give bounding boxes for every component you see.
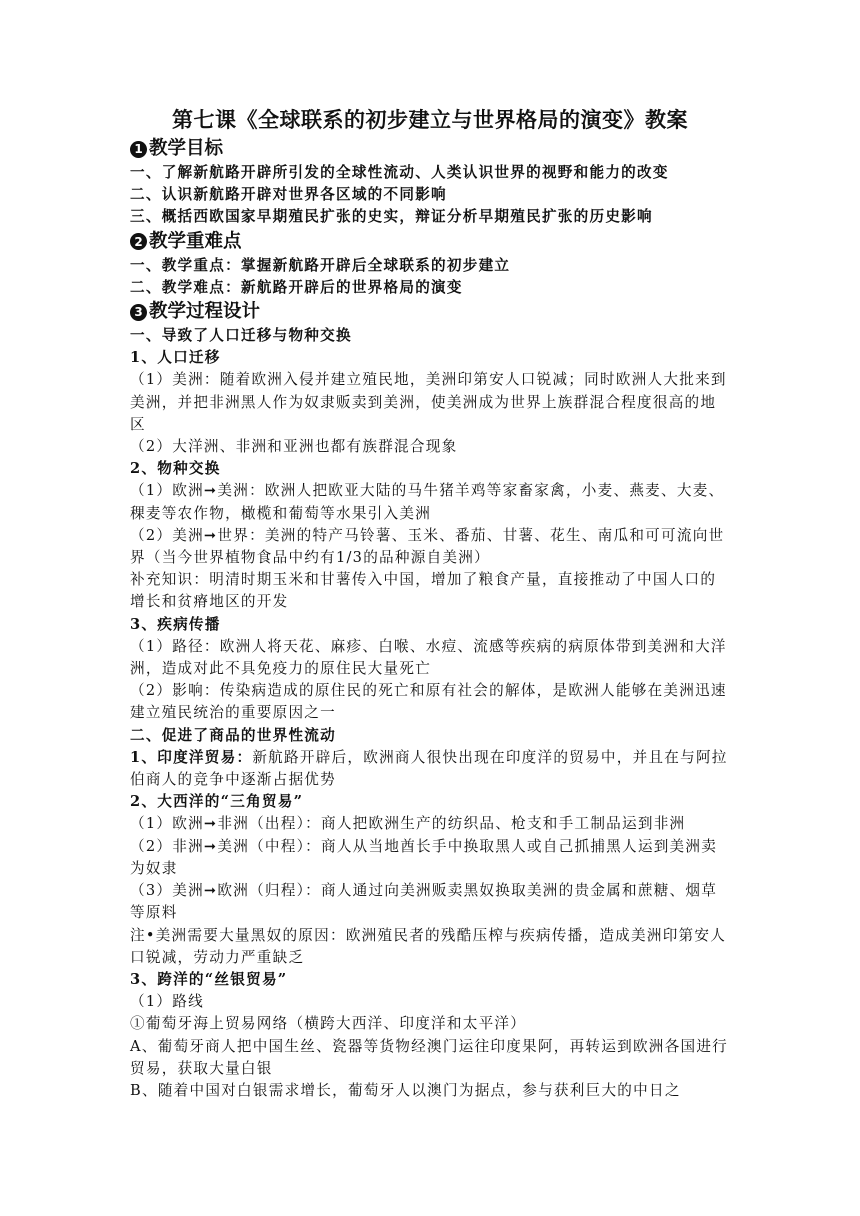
paragraph: （2）美洲➞世界：美洲的特产马铃薯、玉米、番茄、甘薯、花生、南瓜和可可流向世界（当今世界植物食品中约有1/3的品种源自美洲）	[130, 526, 725, 567]
subsection-heading: 3、跨洋的“丝银贸易”	[130, 970, 288, 988]
subsection-heading: 一、导致了人口迁移与物种交换	[130, 327, 352, 345]
paragraph: A、葡萄牙商人把中国生丝、瓷器等货物经澳门运往印度果阿，再转运到欧洲各国进行贸易，获取大量白银	[130, 1037, 729, 1077]
paragraph: （1）欧洲➞美洲：欧洲人把欧亚大陆的马牛猪羊鸡等家畜家禽，小麦、燕麦、大麦、稞麦等农作物，橄榄和葡萄等水果引入美洲	[130, 482, 725, 522]
section-heading-text: 教学过程设计	[149, 301, 261, 323]
number-circle-icon: 3	[130, 304, 147, 321]
section-heading-text: 教学目标	[149, 138, 224, 159]
subsection-heading: 2、大西洋的“三角贸易”	[130, 793, 304, 811]
number-circle-icon: 2	[130, 233, 147, 250]
section-heading-goals	[130, 136, 730, 162]
number-circle-icon: 1	[130, 141, 147, 158]
paragraph: 注•美洲需要大量黑奴的原因：欧洲殖民者的残酷压榨与疾病传播，造成美洲印第安人口锐减，劳动力严重缺乏	[130, 926, 727, 966]
subsection-heading: 3、疾病传播	[130, 615, 221, 633]
paragraph-lead: 1、印度洋贸易：	[130, 748, 253, 766]
paragraph: ①葡萄牙海上贸易网络（横跨大西洋、印度洋和太平洋）	[130, 1015, 527, 1033]
paragraph: （2）影响：传染病造成的原住民的死亡和原有社会的解体，是欧洲人能够在美洲迅速建立殖民统治的重要原因之一	[130, 682, 727, 722]
paragraph: （1）欧洲➞非洲（出程）：商人把欧洲生产的纺织品、枪支和手工制品运到非洲	[130, 815, 686, 833]
paragraph	[130, 747, 730, 791]
paragraph: （1）路径：欧洲人将天花、麻疹、白喉、水痘、流感等疾病的病原体带到美洲和大洋洲，造成对此不具免疫力的原住民大量死亡	[130, 637, 727, 678]
goal-item: 一、了解新航路开辟所引发的全球性流动、人类认识世界的视野和能力的改变	[130, 164, 669, 181]
document-body	[130, 104, 730, 1102]
subsection-heading: 二、促进了商品的世界性流动	[130, 726, 336, 744]
section-heading-process	[130, 299, 730, 325]
subsection-heading: 1、人口迁移	[130, 349, 221, 367]
document-title: 第七课《全球联系的初步建立与世界格局的演变》教案	[172, 107, 688, 132]
paragraph: （3）美洲➞欧洲（归程）：商人通过向美洲贩卖黑奴换取美洲的贵金属和蔗糖、烟草等原料	[130, 882, 718, 922]
goal-item: 三、概括西欧国家早期殖民扩张的史实，辩证分析早期殖民扩张的历史影响	[130, 208, 653, 226]
subsection-heading: 2、物种交换	[130, 460, 221, 478]
paragraph: 补充知识：明清时期玉米和甘薯传入中国，增加了粮食产量，直接推动了中国人口的增长和贫瘠地区的开发	[130, 571, 717, 611]
section-heading-text: 教学重难点	[149, 230, 242, 252]
paragraph-text: 新航路开辟后，欧洲商人很快出现在印度洋的贸易中，并且在与阿拉伯商人的竞争中逐渐占据优势	[130, 748, 728, 789]
paragraph: （2）大洋洲、非洲和亚洲也都有族群混合现象	[130, 438, 458, 456]
paragraph: （1）美洲：随着欧洲入侵并建立殖民地，美洲印第安人口锐减；同时欧洲人大批来到美洲，并把非洲黑人作为奴隶贩卖到美洲，使美洲成为世界上族群混合程度很高的地区	[130, 371, 727, 433]
goal-item: 二、认识新航路开辟对世界各区域的不同影响	[130, 186, 447, 204]
section-heading-keypoints	[130, 229, 730, 255]
keypoint-item: 二、教学难点：新航路开辟后的世界格局的演变	[130, 278, 463, 296]
paragraph: B、随着中国对白银需求增长，葡萄牙人以澳门为据点，参与获利巨大的中日之	[130, 1081, 681, 1099]
paragraph: （2）非洲➞美洲（中程）：商人从当地酋长手中换取黑人或自己抓捕黑人运到美洲卖为奴隶	[130, 837, 718, 877]
keypoint-item: 一、教学重点：掌握新航路开辟后全球联系的初步建立	[130, 256, 511, 274]
paragraph: （1）路线	[130, 993, 204, 1011]
